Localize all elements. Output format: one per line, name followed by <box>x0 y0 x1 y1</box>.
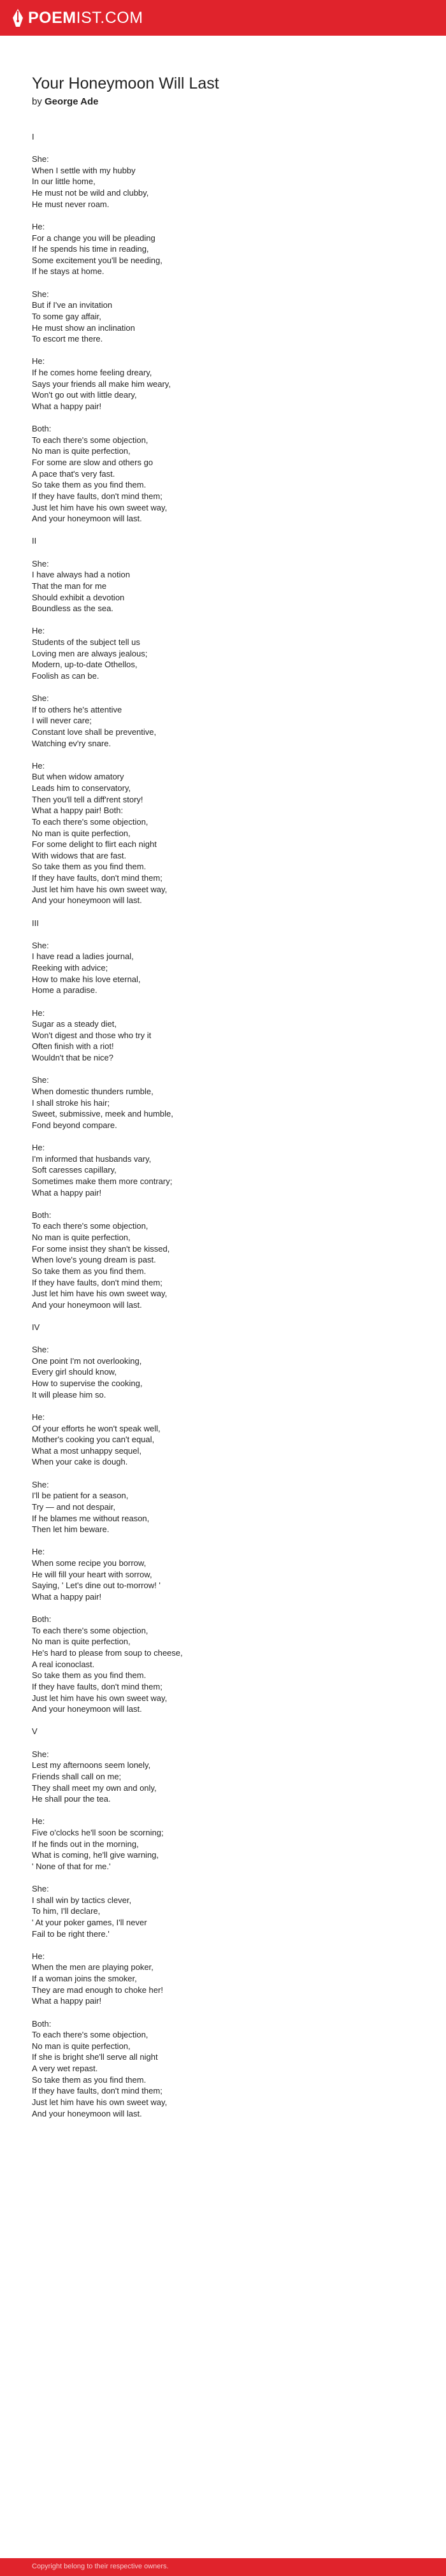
footer-copyright: Copyright belong to their respective owners. <box>32 2563 169 2570</box>
poem-stanza: I <box>32 132 34 141</box>
logo-text: POEMIST.COM <box>28 8 143 27</box>
poem-stanza: She: When I settle with my hubby In our little home, He must not be wild and clubby, He must never roam. <box>32 154 149 209</box>
poem-stanza: IV <box>32 1322 40 1332</box>
by-label: by <box>32 96 45 107</box>
poem-stanza: She: I have read a ladies journal, Reeking with advice; How to make his love eternal, Home a paradise. <box>32 940 141 995</box>
poem-stanza: She: I shall win by tactics clever, To him, I'll declare, ' At your poker games, I'll never Fail to be right there.' <box>32 1884 147 1939</box>
poem-stanza: He: Students of the subject tell us Loving men are always jealous; Modern, up-to-date Othellos, Foolish as can be. <box>32 626 148 681</box>
poem-stanza: He: I'm informed that husbands vary, Soft caresses capillary, Sometimes make them more contrary; What a happy pair! <box>32 1143 173 1198</box>
poem-stanza: She: Lest my afternoons seem lonely, Friends shall call on me; They shall meet my own and only, He shall pour the tea. <box>32 1749 157 1804</box>
poem-stanza: He: When some recipe you borrow, He will fill your heart with sorrow, Saying, ' Let's dine out to-morrow! ' What a happy pair! <box>32 1547 161 1602</box>
poem-stanza: He: Five o'clocks he'll soon be scorning; If he finds out in the morning, What is coming, he'll give warning, ' None of that for me.' <box>32 1816 164 1871</box>
pen-nib-icon <box>11 8 24 27</box>
poem-stanza: V <box>32 1726 38 1737</box>
site-logo[interactable] <box>11 7 143 29</box>
poem-stanza: Both: To each there's some objection, No man is quite perfection, He's hard to please from soup to cheese, A real iconoclast. So take them as you find them. If they have faults, don't mind them; Just let him have his own sweet way, And your honeymoon will last. <box>32 1614 183 1714</box>
poem-stanza: III <box>32 918 39 928</box>
poem-stanza: She: But if I've an invitation To some gay affair, He must show an inclination To escort me there. <box>32 289 135 344</box>
poem-stanza: He: Of your efforts he won't speak well, Mother's cooking you can't equal, What a most unhappy sequel, When your cake is dough. <box>32 1412 161 1467</box>
poem-stanza: She: One point I'm not overlooking, Every girl should know, How to supervise the cooking, It will please him so. <box>32 1345 143 1400</box>
site-header <box>0 0 446 36</box>
poem-stanza: She: I have always had a notion That the man for me Should exhibit a devotion Boundless as the sea. <box>32 558 130 614</box>
poem-stanza: He: When the men are playing poker, If a woman joins the smoker, They are mad enough to choke her! What a happy pair! <box>32 1951 163 2006</box>
site-footer <box>0 2558 446 2576</box>
poem-title: Your Honeymoon Will Last <box>32 75 219 92</box>
poem-stanza: Both: To each there's some objection, No man is quite perfection, For some are slow and others go A pace that's very fast. So take them as you find them. If they have faults, don't mind them; Just let him have his own sweet way, And your honeymoon will last. <box>32 424 168 524</box>
poem-stanza: He: For a change you will be pleading If he spends his time in reading, Some excitement you'll be needing, If he stays at home. <box>32 221 162 277</box>
poem-stanza: He: Sugar as a steady diet, Won't digest and those who try it Often finish with a riot! Wouldn't that be nice? <box>32 1008 152 1063</box>
poem-byline <box>32 96 414 108</box>
poem-stanza: She: If to others he's attentive I will never care; Constant love shall be preventive, Watching ev'ry snare. <box>32 693 157 748</box>
poem-stanza: Both: To each there's some objection, No man is quite perfection, For some insist they shan't be kissed, When love's young dream is past. So take them as you find them. If they have faults, don't mind them; Just let him have his own sweet way, And your honeymoon will last. <box>32 1210 170 1310</box>
poem-content <box>32 73 414 2131</box>
poem-stanza: Both: To each there's some objection, No man is quite perfection, If she is bright she'll serve all night A very wet repast. So take them as you find them. If they have faults, don't mind them; Just let him have his own sweet way, And your honeymoon will last. <box>32 2018 168 2118</box>
poem-stanza: He: If he comes home feeling dreary, Says your friends all make him weary, Won't go out with little deary, What a happy pair! <box>32 356 171 411</box>
poem-body <box>32 131 414 2119</box>
poem-stanza: She: I'll be patient for a season, Try — and not despair, If he blames me without reason, Then let him beware. <box>32 1479 150 1535</box>
poem-stanza: He: But when widow amatory Leads him to conservatory, Then you'll tell a diff'rent story! What a happy pair! Both: To each there's some objection, No man is quite perfection, For some delight to flirt each night With widows that are fast. So take them as you find them. If they have faults, don't mind them; Just let him have his own sweet way, And your honeymoon will last. <box>32 760 168 906</box>
poem-stanza: She: When domestic thunders rumble, I shall stroke his hair; Sweet, submissive, meek and humble, Fond beyond compare. <box>32 1075 173 1130</box>
poem-author[interactable]: George Ade <box>45 96 99 107</box>
poem-stanza: II <box>32 536 37 546</box>
